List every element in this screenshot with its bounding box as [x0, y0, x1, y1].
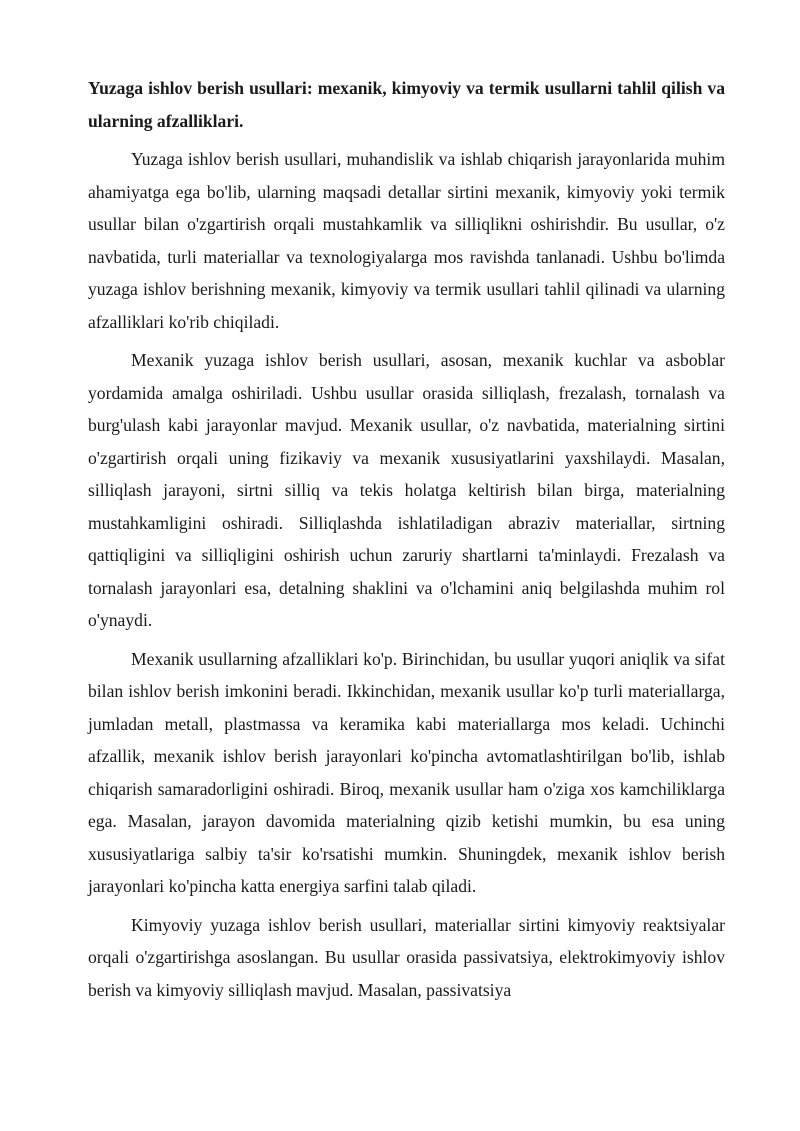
document-page — [88, 72, 725, 1012]
paragraph-chemical-methods: Kimyoviy yuzaga ishlov berish usullari, materiallar sirtini kimyoviy reaktsiyalar orqali o'zgartirishga asoslangan. Bu usullar orasida passivatsiya, elektrokimyoviy ishlov berish va kimyoviy silliqlash mavjud. Masalan, passivatsiya — [88, 914, 725, 1000]
paragraph-mechanical-methods: Mexanik yuzaga ishlov berish usullari, asosan, mexanik kuchlar va asboblar yordamida amalga oshiriladi. Ushbu usullar orasida silliqlash, frezalash, tornalash va burg'ulash kabi jarayonlar mavjud. Mexanik usullar, o'z navbatida, materialning sirtini o'zgartirish orqali uning fizikaviy va mexanik xususiyatlarini yaxshilaydi. Masalan, silliqlash jarayoni, sirtni silliq va tekis holatga keltirish bilan birga, materialning mustahkamligini oshiradi. Silliqlashda ishlatiladigan abraziv materiallar, sirtning qattiqligini va silliqligini oshirish uchun zaruriy shartlarni ta'minlaydi. Frezalash va tornalash jarayonlari esa, detalning shaklini va o'lchamini aniq belgilashda muhim rol o'ynaydi. — [88, 350, 725, 630]
document-title: Yuzaga ishlov berish usullari: mexanik, kimyoviy va termik usullarni tahlil qilish va ularning afzalliklari. — [88, 78, 725, 131]
paragraph-intro: Yuzaga ishlov berish usullari, muhandislik va ishlab chiqarish jarayonlarida muhim ahamiyatga ega bo'lib, ularning maqsadi detallar sirtini mexanik, kimyoviy yoki termik usullar bilan o'zgartirish orqali mustahkamlik va silliqlikni oshirishdir. Bu usullar, o'z navbatida, turli materiallar va texnologiyalarga mos ravishda tanlanadi. Ushbu bo'limda yuzaga ishlov berishning mexanik, kimyoviy va termik usullari tahlil qilinadi va ularning afzalliklari ko'rib chiqiladi. — [88, 149, 725, 332]
paragraph-mechanical-advantages: Mexanik usullarning afzalliklari ko'p. Birinchidan, bu usullar yuqori aniqlik va sifat bilan ishlov berish imkonini beradi. Ikkinchidan, mexanik usullar ko'p turli materiallarga, jumladan metall, plastmassa va keramika kabi materiallarga mos keladi. Uchinchi afzallik, mexanik ishlov berish jarayonlari ko'pincha avtomatlashtirilgan bo'lib, ishlab chiqarish samaradorligini oshiradi. Biroq, mexanik usullar ham o'ziga xos kamchiliklarga ega. Masalan, jarayon davomida materialning qizib ketishi mumkin, bu esa uning xususiyatlariga salbiy ta'sir ko'rsatishi mumkin. Shuningdek, mexanik ishlov berish jarayonlari ko'pincha katta energiya sarfini talab qiladi. — [88, 648, 725, 896]
